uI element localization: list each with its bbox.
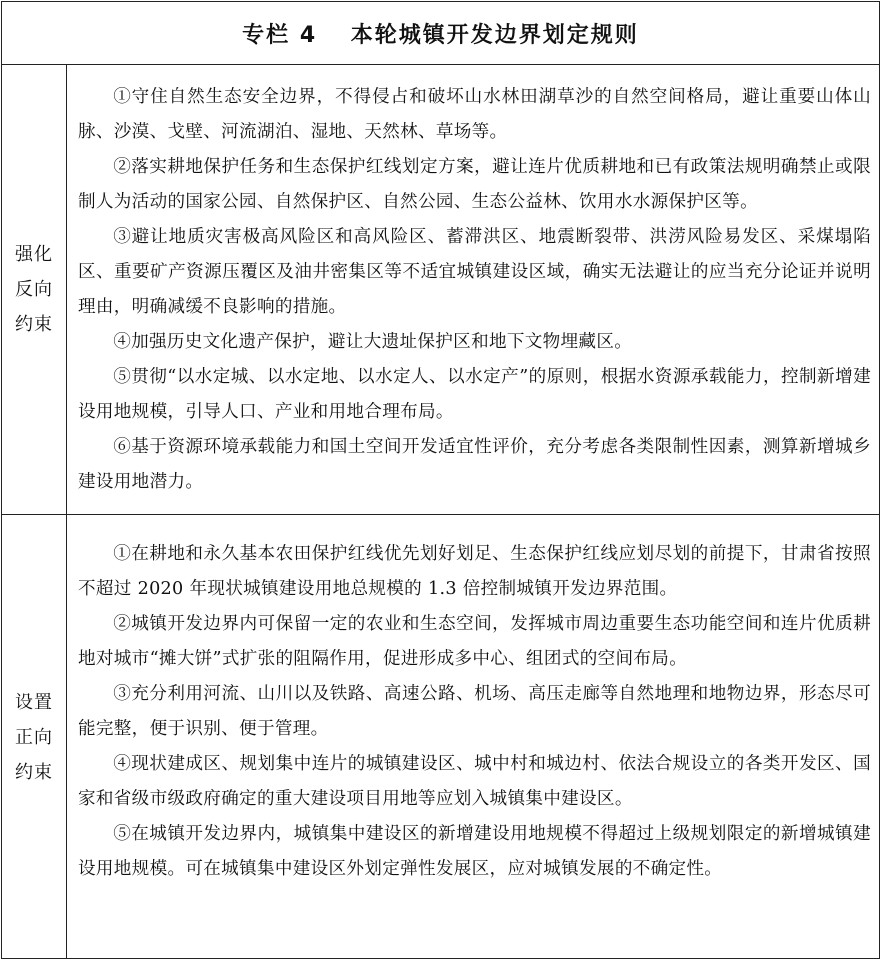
- section-content: [68, 64, 879, 514]
- rule-paragraph: ③充分利用河流、山川以及铁路、高速公路、机场、高压走廊等自然地理和地物边界，形态尽可能完整，便于识别、便于管理。: [78, 684, 871, 739]
- rule-paragraph: ②城镇开发边界内可保留一定的农业和生态空间，发挥城市周边重要生态功能空间和连片优质耕地对城市“摊大饼”式扩张的阻隔作用，促进形成多中心、组团式的空间布局。: [78, 614, 871, 669]
- section-label: 强化反向约束: [15, 243, 53, 335]
- table-header: [2, 2, 879, 65]
- rule-paragraph: ④加强历史文化遗产保护，避让大遗址保护区和地下文物埋藏区。: [113, 332, 633, 352]
- rule-paragraph: ④现状建成区、规划集中连片的城镇建设区、城中村和城边村、依法合规设立的各类开发区、国家和省级市级政府确定的重大建设项目用地等应划入城镇集中建设区。: [78, 754, 871, 809]
- section-positive-constraints: [2, 515, 879, 959]
- rule-paragraph: ③避让地质灾害极高风险区和高风险区、蓄滞洪区、地震断裂带、洪涝风险易发区、采煤塌陷区、重要矿产资源压覆区及油井密集区等不适宜城镇建设区域，确实无法避让的应当充分论证并说明理由，明确减缓不良影响的措施。: [78, 227, 871, 317]
- rule-paragraph: ①守住自然生态安全边界，不得侵占和破坏山水林田湖草沙的自然空间格局，避让重要山体山脉、沙漠、戈壁、河流湖泊、湿地、天然林、草场等。: [78, 87, 871, 142]
- table-title: 专栏 4 本轮城镇开发边界划定规则: [242, 22, 639, 48]
- rules-table: [1, 1, 880, 959]
- rule-paragraph: ①在耕地和永久基本农田保护红线优先划好划足、生态保护红线应划尽划的前提下，甘肃省按照不超过 2020 年现状城镇建设用地总规模的 1.3 倍控制城镇开发边界范围。: [78, 544, 871, 599]
- section-label-cell: [2, 515, 67, 959]
- section-label-cell: [2, 64, 67, 514]
- rule-paragraph: ⑤贯彻“以水定城、以水定地、以水定人、以水定产”的原则，根据水资源承载能力，控制新增建设用地规模，引导人口、产业和用地合理布局。: [78, 367, 871, 422]
- rule-paragraph: ⑥基于资源环境承载能力和国土空间开发适宜性评价，充分考虑各类限制性因素，测算新增城乡建设用地潜力。: [78, 437, 871, 492]
- section-content: [68, 515, 879, 959]
- rule-paragraph: ⑤在城镇开发边界内，城镇集中建设区的新增建设用地规模不得超过上级规划限定的新增城镇建设用地规模。可在城镇集中建设区外划定弹性发展区，应对城镇发展的不确定性。: [78, 824, 871, 879]
- section-label: 设置正向约束: [15, 691, 53, 783]
- rule-paragraph: ②落实耕地保护任务和生态保护红线划定方案，避让连片优质耕地和已有政策法规明确禁止或限制人为活动的国家公园、自然保护区、自然公园、生态公益林、饮用水水源保护区等。: [78, 157, 871, 212]
- section-reverse-constraints: [2, 64, 879, 515]
